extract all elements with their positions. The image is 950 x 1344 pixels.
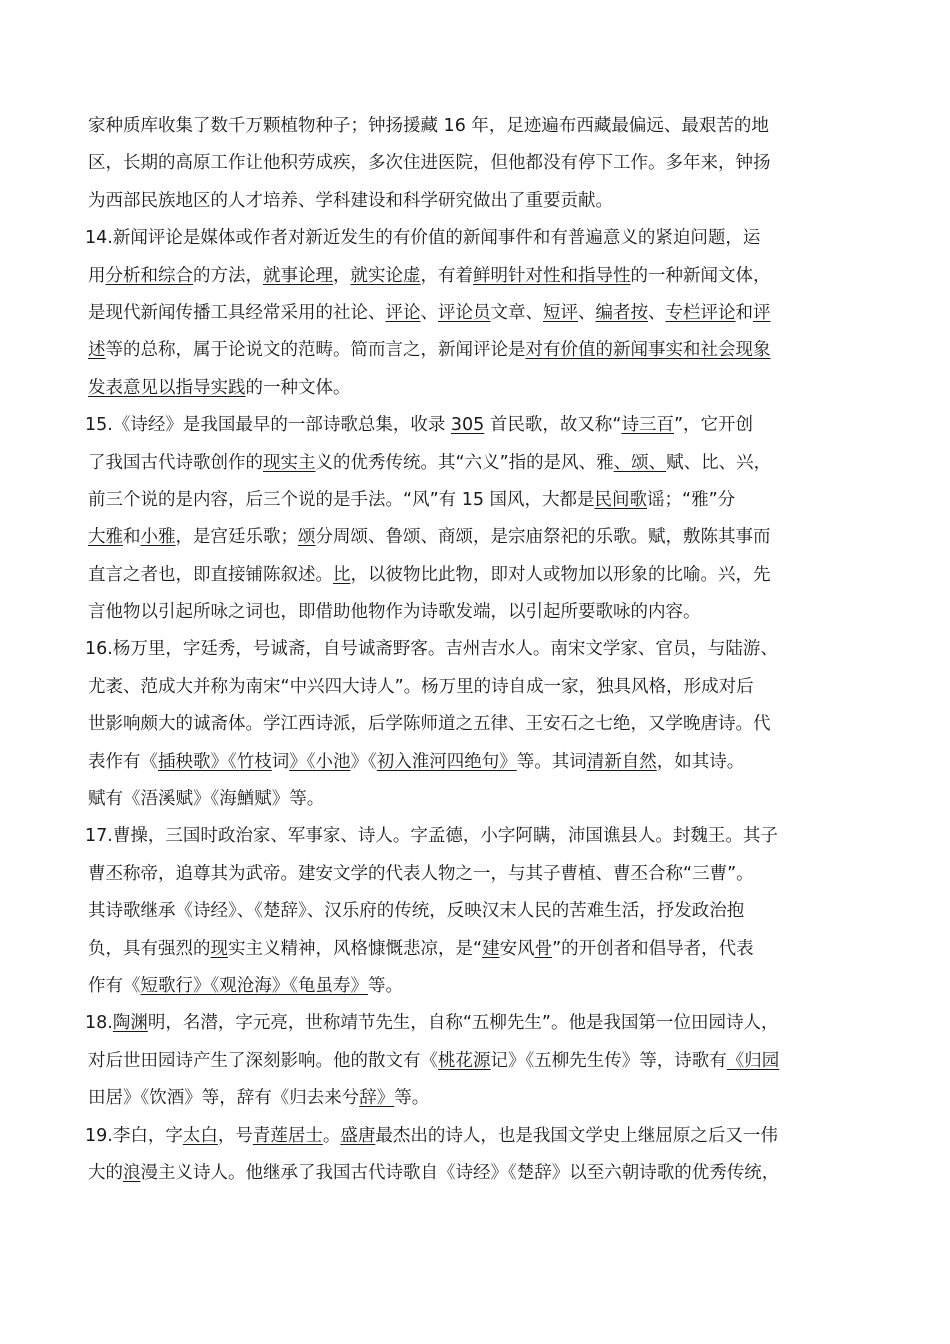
text-segment: 实主义精神，风格慷慨悲凉，是“ [228, 938, 483, 959]
text-line [88, 931, 878, 968]
text-segment: 漫主义诗人。他继承了我国古代诗歌自《诗经》《楚辞》以至六朝诗歌的优秀传统， [140, 1162, 780, 1183]
text-line [88, 1080, 878, 1117]
underlined-term: 建 [482, 938, 500, 959]
text-line [88, 744, 878, 781]
text-segment: ，有着 [420, 265, 473, 286]
underlined-term: 颂 [298, 527, 316, 548]
text-segment: 分周颂、鲁颂、商颂，是宗庙祭祀的乐歌。赋，敷陈其事而 [315, 527, 771, 548]
text-segment: ”的开创者和倡导者，代表 [552, 938, 754, 959]
text-segment: 谣；“雅”分 [647, 489, 736, 510]
text-segment: 田居》《饮酒》等，辞有《归去来兮 [88, 1088, 360, 1109]
text-line [88, 108, 878, 145]
underlined-term: 浪 [123, 1162, 141, 1183]
text-segment: 曹丕称帝，追尊其为武帝。建安文学的代表人物之一，与其子曹植、曹丕合称“三曹”。 [88, 863, 754, 884]
text-segment: 是现代新闻传播工具经常采用的社论、 [88, 302, 386, 323]
underlined-term: 陶渊 [112, 1013, 148, 1034]
underlined-term: 骨 [534, 938, 553, 959]
underlined-term: 《归园 [726, 1050, 780, 1071]
text-line [88, 183, 878, 220]
underlined-term: 插秧歌》《竹枝 [158, 751, 272, 772]
underlined-term: 辞》 [359, 1088, 395, 1109]
text-segment: 世影响颇大的诚斋体。学江西诗派，后学陈师道之五律、王安石之七绝，又学晚唐诗。代 [88, 714, 771, 735]
underlined-term: 居士 [287, 1125, 323, 1146]
text-line [85, 1005, 878, 1042]
text-line [88, 258, 878, 295]
text-segment: 和 [735, 302, 753, 323]
underlined-term: 分析和综合 [105, 265, 193, 286]
underlined-term: 、颂、 [613, 452, 667, 473]
underlined-term: 小雅 [140, 527, 176, 548]
text-segment: 安风 [499, 938, 535, 959]
text-segment: 前三个说的是内容，后三个说的是手法。“风”有 15 国风，大都是 [88, 489, 595, 510]
text-line [88, 332, 878, 369]
underlined-term: 民间歌 [594, 489, 648, 510]
underlined-term: 就事论理 [263, 265, 333, 286]
text-line [88, 1043, 878, 1080]
underlined-term: 清新自然 [586, 751, 657, 772]
text-segment: 的一种新闻文体， [630, 265, 771, 286]
text-line [88, 557, 878, 594]
underlined-term: 评 [753, 302, 771, 323]
text-line [88, 968, 878, 1005]
text-segment: 》《 [350, 751, 377, 772]
underlined-term: 鲜明针对性和指导性 [473, 265, 631, 286]
text-segment: 尤袤、范成大并称为南宋“中兴四大诗人”。杨万里的诗自成一家，独具风格，形成对后 [88, 676, 754, 697]
text-line [88, 370, 878, 407]
text-segment: 等。其词 [516, 751, 587, 772]
underlined-term: 305 [450, 415, 485, 436]
text-segment: 的一种文体。 [245, 377, 351, 398]
text-segment: 文章、 [490, 302, 543, 323]
text-segment: 家种质库收集了数千万颗植物种子；钟扬援藏 16 年，足迹遍布西藏最偏远、最艰苦的地 [88, 116, 769, 136]
text-segment: ，是宫廷乐歌； [175, 527, 298, 548]
text-line [88, 482, 878, 519]
text-segment: 其诗歌继承《诗经》、《楚辞》、汉乐府的传统，反映汉末人民的苦难生活，抒发政治抱 [88, 901, 745, 922]
text-segment: 直言之者也，即直接铺陈叙述。 [88, 564, 333, 585]
text-segment: 等。 [394, 1088, 430, 1109]
underlined-term: 诗三百 [621, 415, 674, 436]
text-segment: 对后世田园诗产生了深刻影响。他的散文有《 [88, 1050, 438, 1071]
text-segment: 用 [88, 265, 106, 286]
underlined-term: 现 [210, 938, 228, 959]
text-line [88, 669, 878, 706]
text-segment: ”，它开创 [673, 415, 754, 436]
text-segment: 19.李白，字 [85, 1125, 183, 1146]
text-segment: 词 [271, 751, 290, 772]
underlined-term: 现实主 [263, 452, 316, 473]
underlined-term: 太白 [182, 1125, 218, 1146]
underlined-term: 青莲 [252, 1125, 288, 1146]
text-segment: 为西部民族地区的人才培养、学科建设和科学研究做出了重要贡献。 [88, 190, 613, 211]
text-line [88, 295, 878, 332]
text-segment: 15.《诗经》是我国最早的一部诗歌总集，收录 [85, 415, 451, 436]
text-line [88, 145, 878, 182]
text-segment: 作有《 [88, 975, 141, 996]
document-body [85, 108, 878, 1192]
text-segment: 表作有《 [88, 751, 158, 772]
text-line [85, 1118, 878, 1155]
text-segment: 、 [648, 302, 666, 323]
text-line [88, 1155, 878, 1192]
text-segment: 明，名潜，字元亮，世称靖节先生，自称“五柳先生”。他是我国第一位田园诗人， [147, 1013, 779, 1034]
text-segment: ，如其诗。 [656, 751, 745, 772]
text-segment: 最杰出的诗人，也是我国文学史上继屈原之后又一伟 [375, 1125, 778, 1146]
underlined-term: 发表意见以指导实践 [88, 377, 246, 398]
text-line [88, 594, 878, 631]
underlined-term: 比 [333, 564, 351, 585]
text-segment: 首民歌，故又称“ [484, 415, 622, 436]
underlined-term: 述 [88, 340, 106, 361]
text-segment: 等的总称，属于论说文的范畴。简而言之，新闻评论是 [105, 340, 526, 361]
text-segment: 大的 [88, 1162, 123, 1183]
text-segment: 言他物以引起所咏之词也，即借助他物作为诗歌发端，以引起所要歌咏的内容。 [88, 602, 701, 623]
underlined-term: 桃花源 [438, 1050, 491, 1071]
text-segment: ，以彼物比此物，即对人或物加以形象的比喻。兴，先 [350, 564, 771, 585]
text-segment: 记》《五柳先生传》等，诗歌有 [490, 1050, 727, 1071]
text-segment: 赋有《浯溪赋》《海鰌赋》等。 [88, 789, 325, 810]
text-segment: 、 [578, 302, 596, 323]
underlined-term: 专栏评论 [665, 302, 736, 323]
text-segment: ，号 [217, 1125, 253, 1146]
text-line [88, 893, 878, 930]
underlined-term: 就实论虚 [350, 265, 421, 286]
underlined-term: 》《小池 [289, 751, 351, 772]
underlined-term: 评论 [385, 302, 421, 323]
underlined-term: 对有价值的新闻事实和社会现象 [525, 340, 771, 361]
underlined-term: 短评 [543, 302, 578, 323]
underlined-term: 评论员 [438, 302, 491, 323]
text-line [88, 781, 878, 818]
text-segment: 、 [420, 302, 438, 323]
text-line [85, 407, 878, 444]
text-segment: 负，具有强烈的 [88, 938, 211, 959]
text-line [85, 631, 878, 668]
text-line [85, 220, 878, 257]
underlined-term: 盛唐 [340, 1125, 376, 1146]
text-segment: 等。 [368, 975, 403, 996]
text-line [85, 818, 878, 855]
underlined-term: 大雅 [88, 527, 123, 548]
text-segment: 16.杨万里，字廷秀，号诚斋，自号诚斋野客。吉州吉水人。南宋文学家、官员，与陆游、 [85, 639, 778, 660]
text-segment: 的方法， [193, 265, 263, 286]
underlined-term: 短歌行》《观沧海》《龟虽寿》 [140, 975, 368, 996]
text-segment: 义的优秀传统。其“六义”指的是风、雅 [315, 452, 614, 473]
text-segment: ， [333, 265, 351, 286]
text-segment: 14.新闻评论是媒体或作者对新近发生的有价值的新闻事件和有普遍意义的紧迫问题，运 [85, 228, 761, 249]
text-segment: 17.曹操，三国时政治家、军事家、诗人。字孟德，小字阿瞒，沛国谯县人。封魏王。其子 [85, 826, 778, 847]
underlined-term: 初入淮河四绝句》 [376, 751, 517, 772]
text-segment: 区，长期的高原工作让他积劳成疾，多次住进医院，但他都没有停下工作。多年来，钟扬 [88, 153, 771, 174]
text-line [88, 856, 878, 893]
text-segment: 和 [123, 527, 141, 548]
underlined-term: 编者按 [595, 302, 648, 323]
text-segment: 18. [85, 1013, 113, 1034]
text-segment: 了我国古代诗歌创作的 [88, 452, 263, 473]
text-segment: 赋、比、兴， [666, 452, 772, 473]
text-line [88, 706, 878, 743]
text-line [88, 519, 878, 556]
text-line [88, 445, 878, 482]
text-segment: 。 [322, 1125, 341, 1146]
